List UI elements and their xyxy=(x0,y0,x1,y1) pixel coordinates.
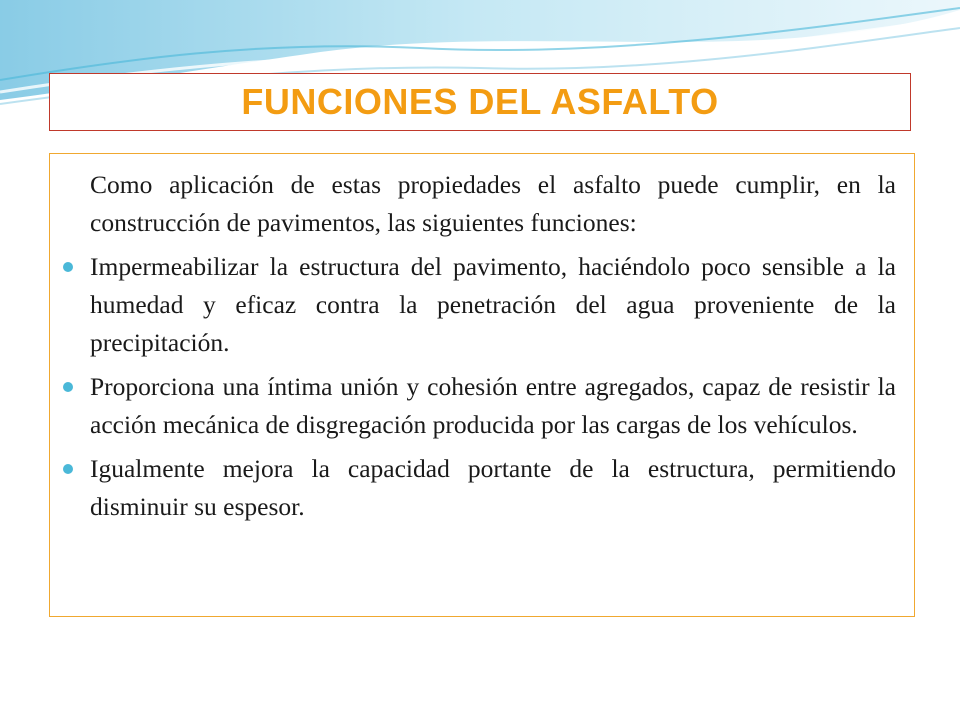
bullet-dot-icon xyxy=(63,464,73,474)
bullet-item xyxy=(90,450,896,526)
slide-title: FUNCIONES DEL ASFALTO xyxy=(241,81,719,122)
bullet-text: Proporciona una íntima unión y cohesión entre agregados, capaz de resistir la acción mecánica de disgregación producida por las cargas de los vehículos. xyxy=(90,372,896,439)
bullet-item xyxy=(90,248,896,362)
bullet-text: Impermeabilizar la estructura del pavimento, haciéndolo poco sensible a la humedad y eficaz contra la penetración del agua proveniente de la precipitación. xyxy=(90,252,896,357)
bullet-item xyxy=(90,368,896,444)
intro-paragraph: Como aplicación de estas propiedades el asfalto puede cumplir, en la construcción de pavimentos, las siguientes funciones: xyxy=(90,170,896,237)
bullet-text: Igualmente mejora la capacidad portante de la estructura, permitiendo disminuir su espesor. xyxy=(90,454,896,521)
bullet-dot-icon xyxy=(63,382,73,392)
content-box xyxy=(49,153,915,617)
title-box xyxy=(49,73,911,131)
bullet-dot-icon xyxy=(63,262,73,272)
